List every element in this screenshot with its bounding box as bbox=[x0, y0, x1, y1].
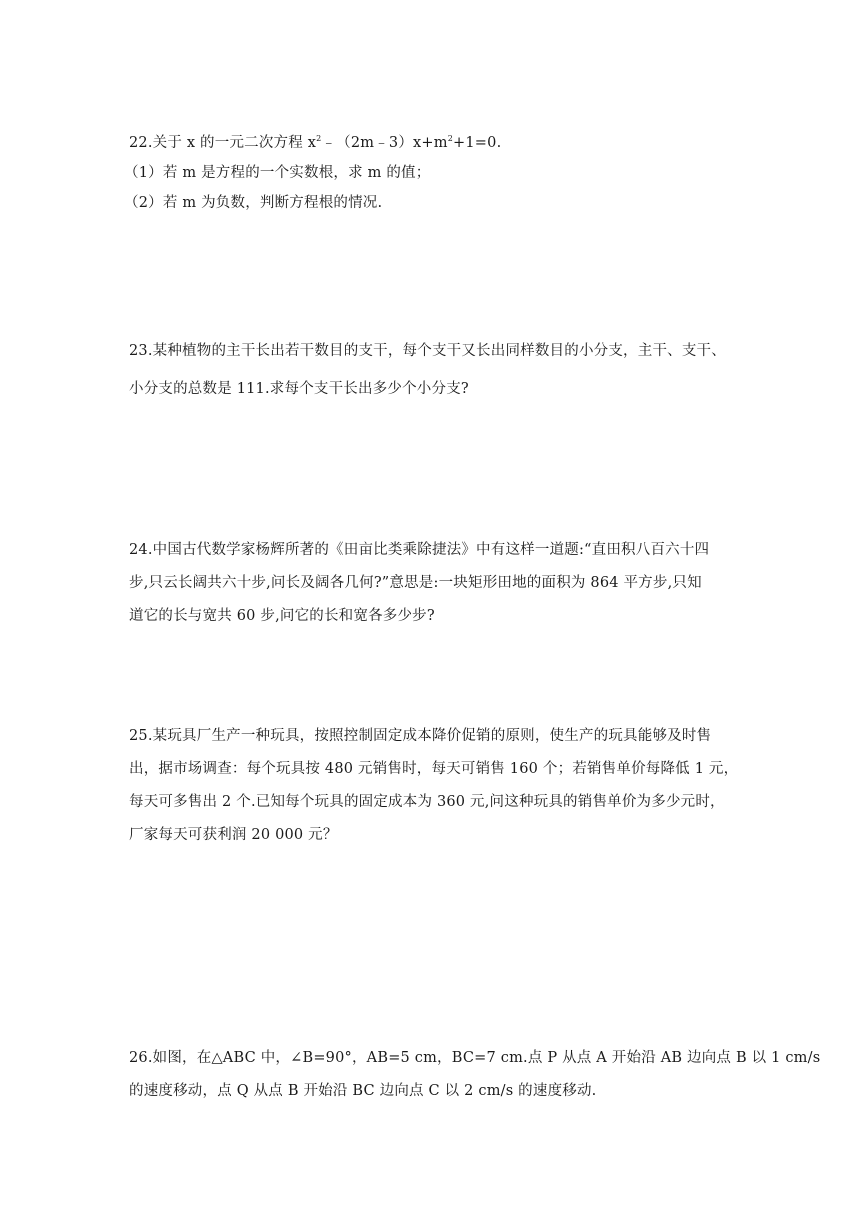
q25-line-2: 出，据市场调查：每个玩具按 480 元销售时，每天可销售 160 个；若销售单价每降低 1 元， bbox=[129, 761, 739, 777]
q26-line-2: 的速度移动，点 Q 从点 B 开始沿 BC 边向点 C 以 2 cm/s 的速度移动. bbox=[129, 1083, 597, 1099]
q25-line-3: 每天可多售出 2 个.已知每个玩具的固定成本为 360 元,问这种玩具的销售单价为多少元时， bbox=[129, 794, 725, 810]
q22-line-1 bbox=[129, 134, 501, 152]
q22-exponent-1: 2 bbox=[316, 134, 322, 144]
q23-line-2: 小分支的总数是 111.求每个支干长出多少个小分支? bbox=[129, 381, 469, 397]
q22-line-1-part-a: 22.关于 x 的一元二次方程 x bbox=[129, 135, 317, 151]
q26-line-1: 26.如图，在△ABC 中，∠B=90°，AB=5 cm，BC=7 cm.点 P 从点 A 开始沿 AB 边向点 B 以 1 cm/s bbox=[129, 1050, 821, 1066]
q24-line-3: 道它的长与宽共 60 步,问它的长和宽各多少步? bbox=[129, 608, 435, 624]
q24-line-1: 24.中国古代数学家杨辉所著的《田亩比类乘除捷法》中有这样一道题:“直田积八百六十四 bbox=[129, 542, 710, 558]
q22-line-1-part-b: ﹣（2m﹣3）x+m bbox=[321, 135, 448, 151]
q25-line-1: 25.某玩具厂生产一种玩具，按照控制固定成本降价促销的原则，使生产的玩具能够及时售 bbox=[129, 728, 712, 744]
q24-line-2: 步,只云长阔共六十步,问长及阔各几何?”意思是:一块矩形田地的面积为 864 平方步,只知 bbox=[129, 575, 702, 591]
q22-exponent-2: 2 bbox=[447, 134, 454, 144]
q22-line-3: （2）若 m 为负数，判断方程根的情况. bbox=[124, 195, 383, 211]
q22-line-2: （1）若 m 是方程的一个实数根，求 m 的值； bbox=[124, 165, 431, 181]
q25-line-4: 厂家每天可获利润 20 000 元？ bbox=[129, 827, 338, 843]
q22-line-1-part-c: +1=0. bbox=[453, 135, 502, 151]
q23-line-1: 23.某种植物的主干长出若干数目的支干，每个支干又长出同样数目的小分支，主干、支干、 bbox=[129, 343, 726, 359]
